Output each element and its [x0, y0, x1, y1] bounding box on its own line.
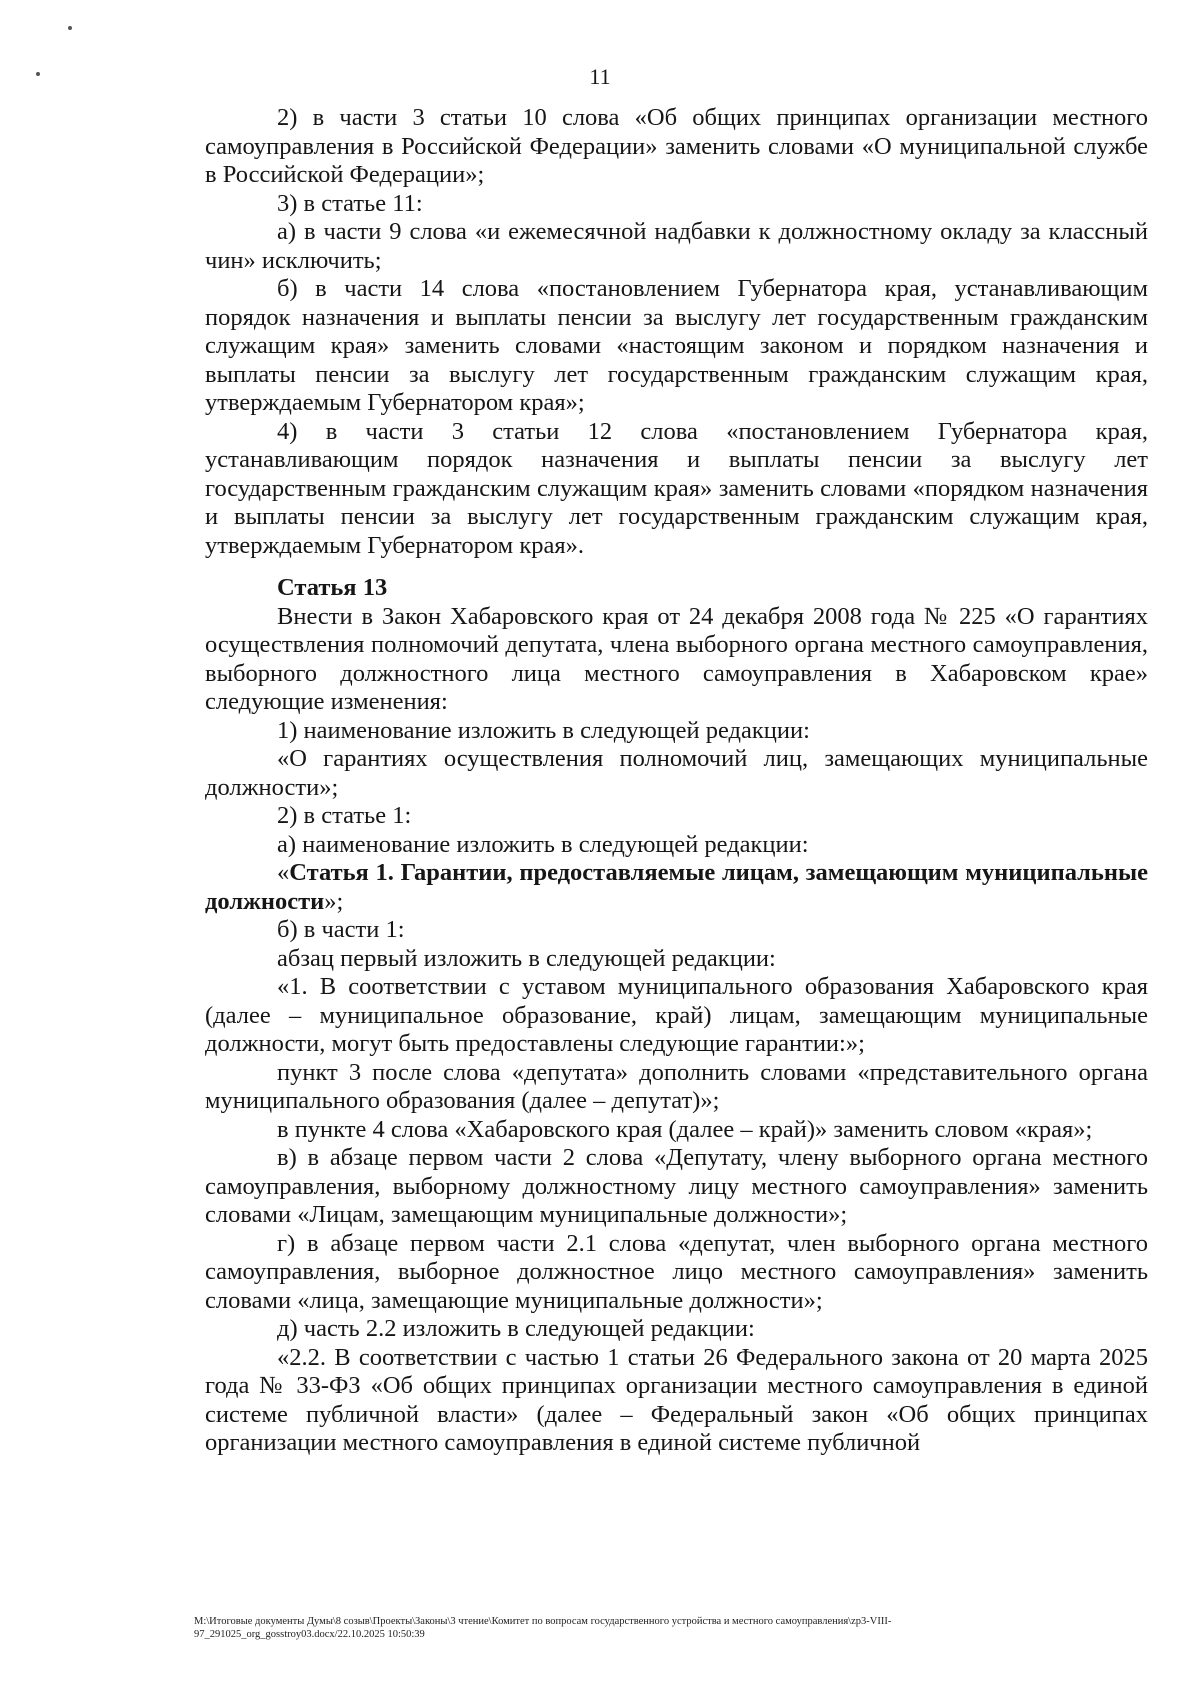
paragraph: «1. В соответствии с уставом муниципального образования Хабаровского края (далее – муниципальное образование, край) лицам, замещающим муниципальные должности, могут быть предоставлены следующие гарантии:»; [205, 973, 1148, 1057]
file-path-footer [194, 1615, 1154, 1641]
paragraph: б) в части 1: [277, 916, 405, 943]
paragraph: д) часть 2.2 изложить в следующей редакции: [277, 1315, 755, 1342]
new-article-title: Статья 1. Гарантии, предоставляемые лицам, замещающим муниципальные должности [205, 859, 1148, 915]
paragraph: а) в части 9 слова «и ежемесячной надбавки к должностному окладу за классный чин» исключить; [205, 218, 1148, 274]
quote-open: « [277, 859, 290, 886]
paragraph: в) в абзаце первом части 2 слова «Депутату, члену выборного органа местного самоуправления, выборному должностному лицу местного самоуправления» заменить словами «Лицам, замещающим муниципальные должности»; [205, 1144, 1148, 1228]
paragraph: 4) в части 3 статьи 12 слова «постановлением Губернатора края, устанавливающим порядок назначения и выплаты пенсии за выслугу лет государственным гражданским служащим края» заменить словами «порядком назначения и выплаты пенсии за выслугу лет государственным гражданским служащим края, утверждаемым Губернатором края». [205, 417, 1148, 559]
quote-close: »; [324, 887, 344, 915]
paragraph: в пункте 4 слова «Хабаровского края (далее – край)» заменить словом «края»; [277, 1115, 1093, 1143]
amendments-article-12 [205, 104, 1148, 560]
article-13 [205, 574, 1148, 1458]
article-heading: Статья 13 [277, 574, 388, 601]
page-number: 11 [589, 64, 611, 89]
paragraph: г) в абзаце первом части 2.1 слова «депутат, член выборного органа местного самоуправления, выборное должностное лицо местного самоуправления» заменить словами «лица, замещающие муниципальные должности»; [205, 1229, 1148, 1314]
paragraph: 1) наименование изложить в следующей редакции: [277, 716, 810, 744]
paragraph: абзац первый изложить в следующей редакции: [277, 944, 776, 972]
footer-line: 97_291025_org_gosstroy03.docx/22.10.2025 10:50:39 [194, 1629, 425, 1640]
footer-line: M:\Итоговые документы Думы\8 созыв\Проекты\Законы\3 чтение\Комитет по вопросам государственного устройства и местного самоуправления\zp3-VIII- [194, 1616, 892, 1627]
bold-title-paragraph [205, 859, 1148, 916]
paragraph: пункт 3 после слова «депутата» дополнить словами «представительного органа муниципального образования (далее – депутат)»; [205, 1058, 1148, 1114]
paragraph: 3) в статье 11: [277, 189, 423, 217]
paragraph: Внести в Закон Хабаровского края от 24 декабря 2008 года № 225 «О гарантиях осуществления полномочий депутата, члена выборного органа местного самоуправления, выборного должностного лица местного самоуправления в Хабаровском крае» следующие изменения: [205, 602, 1148, 715]
paragraph: 2) в статье 1: [277, 802, 412, 829]
paragraph: 2) в части 3 статьи 10 слова «Об общих принципах организации местного самоуправления в Российской Федерации» заменить словами «О муниципальной службе в Российской Федерации»; [205, 104, 1148, 188]
paragraph: «О гарантиях осуществления полномочий лиц, замещающих муниципальные должности»; [205, 745, 1148, 801]
paragraph: б) в части 14 слова «постановлением Губернатора края, устанавливающим порядок назначения и выплаты пенсии за выслугу лет государственным гражданским служащим края» заменить словами «настоящим законом и порядком назначения и выплаты пенсии за выслугу лет государственным гражданским служащим края, утверждаемым Губернатором края»; [205, 275, 1148, 416]
paragraph: «2.2. В соответствии с частью 1 статьи 26 Федерального закона от 20 марта 2025 года № 33-ФЗ «Об общих принципах организации местного самоуправления в единой системе публичной власти» (далее – Федеральный закон «Об общих принципах организации местного самоуправления в единой системе публичной [205, 1343, 1148, 1456]
paragraph: а) наименование изложить в следующей редакции: [277, 830, 809, 858]
scan-speck [68, 26, 72, 30]
